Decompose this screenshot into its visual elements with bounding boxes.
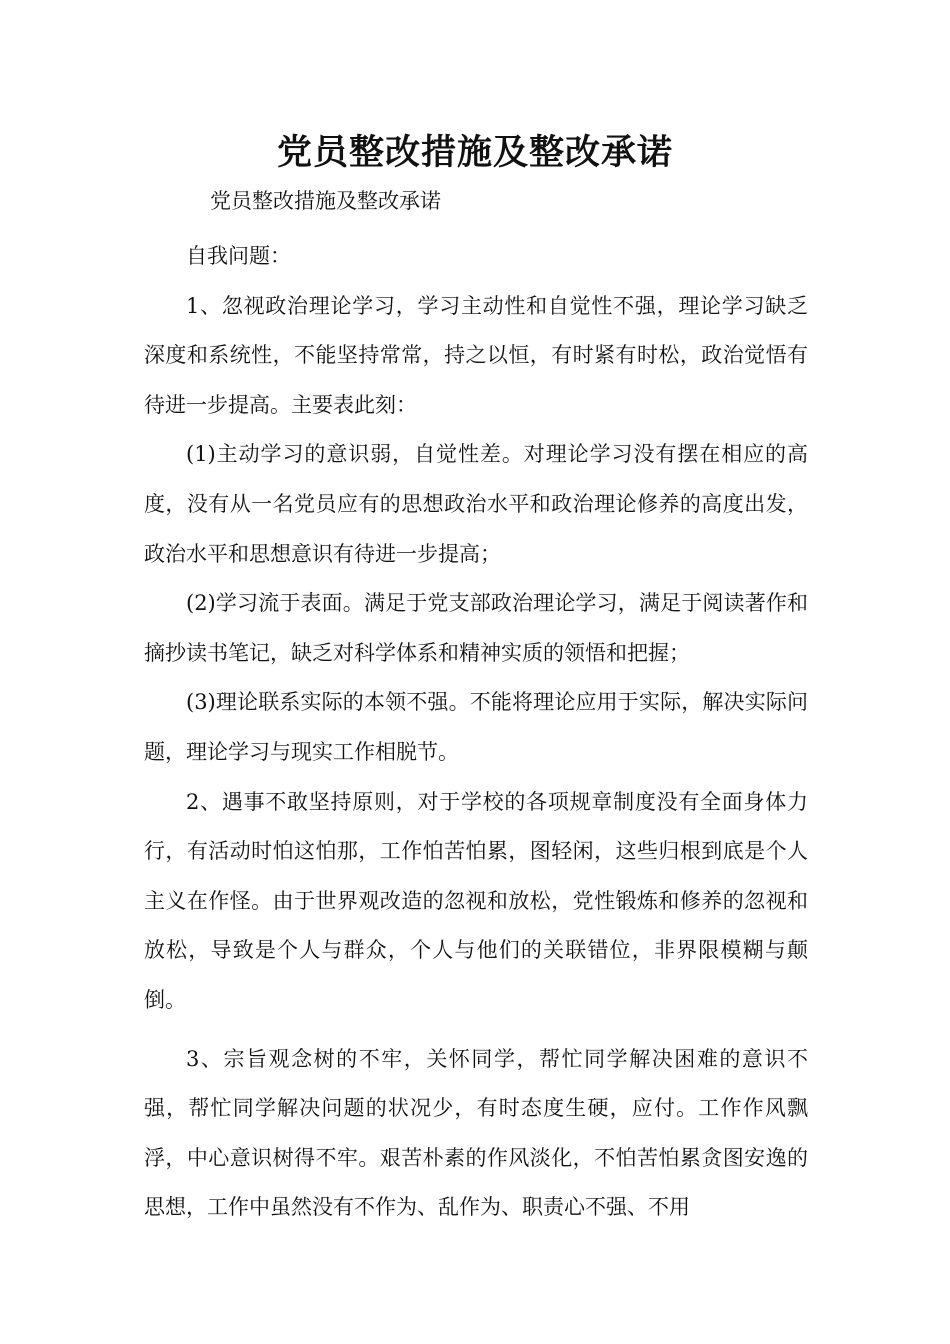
paragraph-item-2: 2、遇事不敢坚持原则，对于学校的各项规章制度没有全面身体力行，有活动时怕这怕那，工作怕苦怕累，图轻闲，这些归根到底是个人主义在作怪。由于世界观改造的忽视和放松，党性锻炼和修养的忽视和放松，导致是个人与群众，个人与他们的关联错位，非界限模糊与颠倒。	[144, 789, 808, 1012]
paragraph-subitem-1: (1)主动学习的意识弱，自觉性差。对理论学习没有摆在相应的高度，没有从一名党员应有的思想政治水平和政治理论修养的高度出发，政治水平和思想意识有待进一步提高；	[144, 442, 808, 566]
paragraph-item-1: 1、忽视政治理论学习，学习主动性和自觉性不强，理论学习缺乏深度和系统性，不能坚持常常，持之以恒，有时紧有时松，政治觉悟有待进一步提高。主要表此刻：	[144, 293, 808, 417]
document-body	[144, 232, 808, 1233]
paragraph-subitem-3: (3)理论联系实际的本领不强。不能将理论应用于实际，解决实际问题，理论学习与现实工作相脱节。	[144, 690, 808, 764]
paragraph-subitem-2: (2)学习流于表面。满足于党支部政治理论学习，满足于阅读著作和摘抄读书笔记，缺乏对科学体系和精神实质的领悟和把握；	[144, 591, 808, 665]
document-subtitle: 党员整改措施及整改承诺	[210, 189, 441, 213]
paragraph-item-3: 3、宗旨观念树的不牢，关怀同学，帮忙同学解决困难的意识不强，帮忙同学解决问题的状况少，有时态度生硬，应付。工作作风飘浮，中心意识树得不牢。艰苦朴素的作风淡化，不怕苦怕累贪图安逸的思想，工作中虽然没有不作为、乱作为、职责心不强、不用	[144, 1046, 808, 1220]
paragraph-spacer	[144, 1026, 808, 1035]
paragraph-heading: 自我问题：	[186, 244, 291, 268]
document-title: 党员整改措施及整改承诺	[276, 132, 673, 173]
